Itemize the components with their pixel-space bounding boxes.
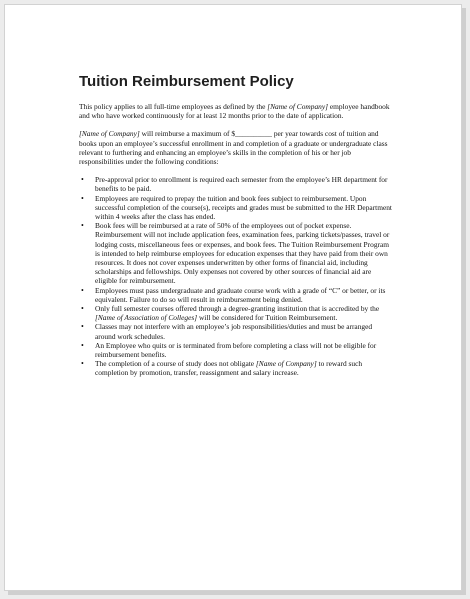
list-item: [79, 175, 393, 193]
list-item: [79, 221, 393, 285]
document-body: [79, 102, 393, 378]
intro-text-1: This policy applies to all full-time employees as defined by the: [79, 102, 268, 111]
conditions-list: [79, 175, 393, 377]
intro-paragraph: [79, 102, 393, 120]
condition-text: The completion of a course of study does not obligate: [95, 359, 256, 369]
bullet-icon: [81, 194, 84, 203]
document-page: [4, 4, 462, 591]
intro-text-2: employee handbook and who have worked continuously for at least 12 months prior to the date of application.: [79, 102, 390, 121]
condition-text: Classes may not interfere with an employee’s job responsibilities/duties and must be arranged around work schedules.: [95, 322, 373, 341]
condition-text: Only full semester courses offered through a degree-granting institution that is accredited by the: [95, 304, 380, 314]
condition-text: Employees must pass undergraduate and graduate course work with a grade of “C” or better, or its equivalent. Failure to do so will result in reimbursement being denied.: [95, 285, 386, 304]
company-name-placeholder: [Name of Company]: [255, 359, 317, 369]
condition-text: Employees are required to prepay the tuition and book fees subject to reimbursement. Upon successful completion of the course(s), receipts and grades must be submitted to the HR Department within 4 weeks after the class has ended.: [95, 193, 392, 222]
condition-text: to reward such completion by promotion, transfer, reassignment and salary increase.: [95, 359, 363, 378]
condition-text: Book fees will be reimbursed at a rate of 50% of the employees out of pocket expense. Reimbursement will not include application fees, examination fees, parking tickets/passes, travel or lodging costs, miscellaneous fees or expenses, and book fees. The Tuition Reimbursement Program is intended to help reimburse employees for education expenses that they have paid from their own resources. It does not cover expenses underwritten by other forms of financial aid, including scholarships and fellowships. Only expenses not covered by other sources of financial aid are eligible for reimbursement.: [95, 221, 390, 286]
amount-blank: __________: [235, 129, 272, 139]
bullet-icon: [81, 322, 84, 331]
list-item: [79, 194, 393, 222]
list-item: [79, 304, 393, 322]
company-name-placeholder: [Name of Company]: [79, 129, 140, 139]
document-title: Tuition Reimbursement Policy: [79, 73, 294, 90]
association-name-placeholder: [Name of Association of Colleges]: [95, 313, 198, 323]
reimbursement-paragraph: [79, 129, 393, 166]
company-name-placeholder: [Name of Company]: [267, 102, 328, 111]
reimbursement-text-1: will reimburse a maximum of $: [139, 129, 236, 139]
bullet-icon: [81, 221, 84, 230]
bullet-icon: [81, 341, 84, 350]
condition-text: An Employee who quits or is terminated from before completing a class will not be eligible for reimbursement benefits.: [95, 340, 377, 360]
condition-text: Pre-approval prior to enrollment is required each semester from the employee’s HR department for benefits to be paid.: [95, 175, 388, 194]
bullet-icon: [81, 304, 84, 313]
bullet-icon: [81, 175, 84, 184]
bullet-icon: [81, 359, 84, 368]
list-item: [79, 322, 393, 340]
list-item: [79, 341, 393, 359]
reimbursement-text-2: per year towards cost of tuition and books upon an employee’s successful enrollment in and completion of a graduate or undergraduate class relevant to furthering and enhancing an employee’s skills in the completion of his or her job responsibilities under the following conditions:: [79, 129, 388, 167]
bullet-icon: [81, 286, 84, 295]
list-item: [79, 286, 393, 304]
condition-text: will be considered for Tuition Reimbursement.: [197, 313, 338, 323]
list-item: [79, 359, 393, 377]
